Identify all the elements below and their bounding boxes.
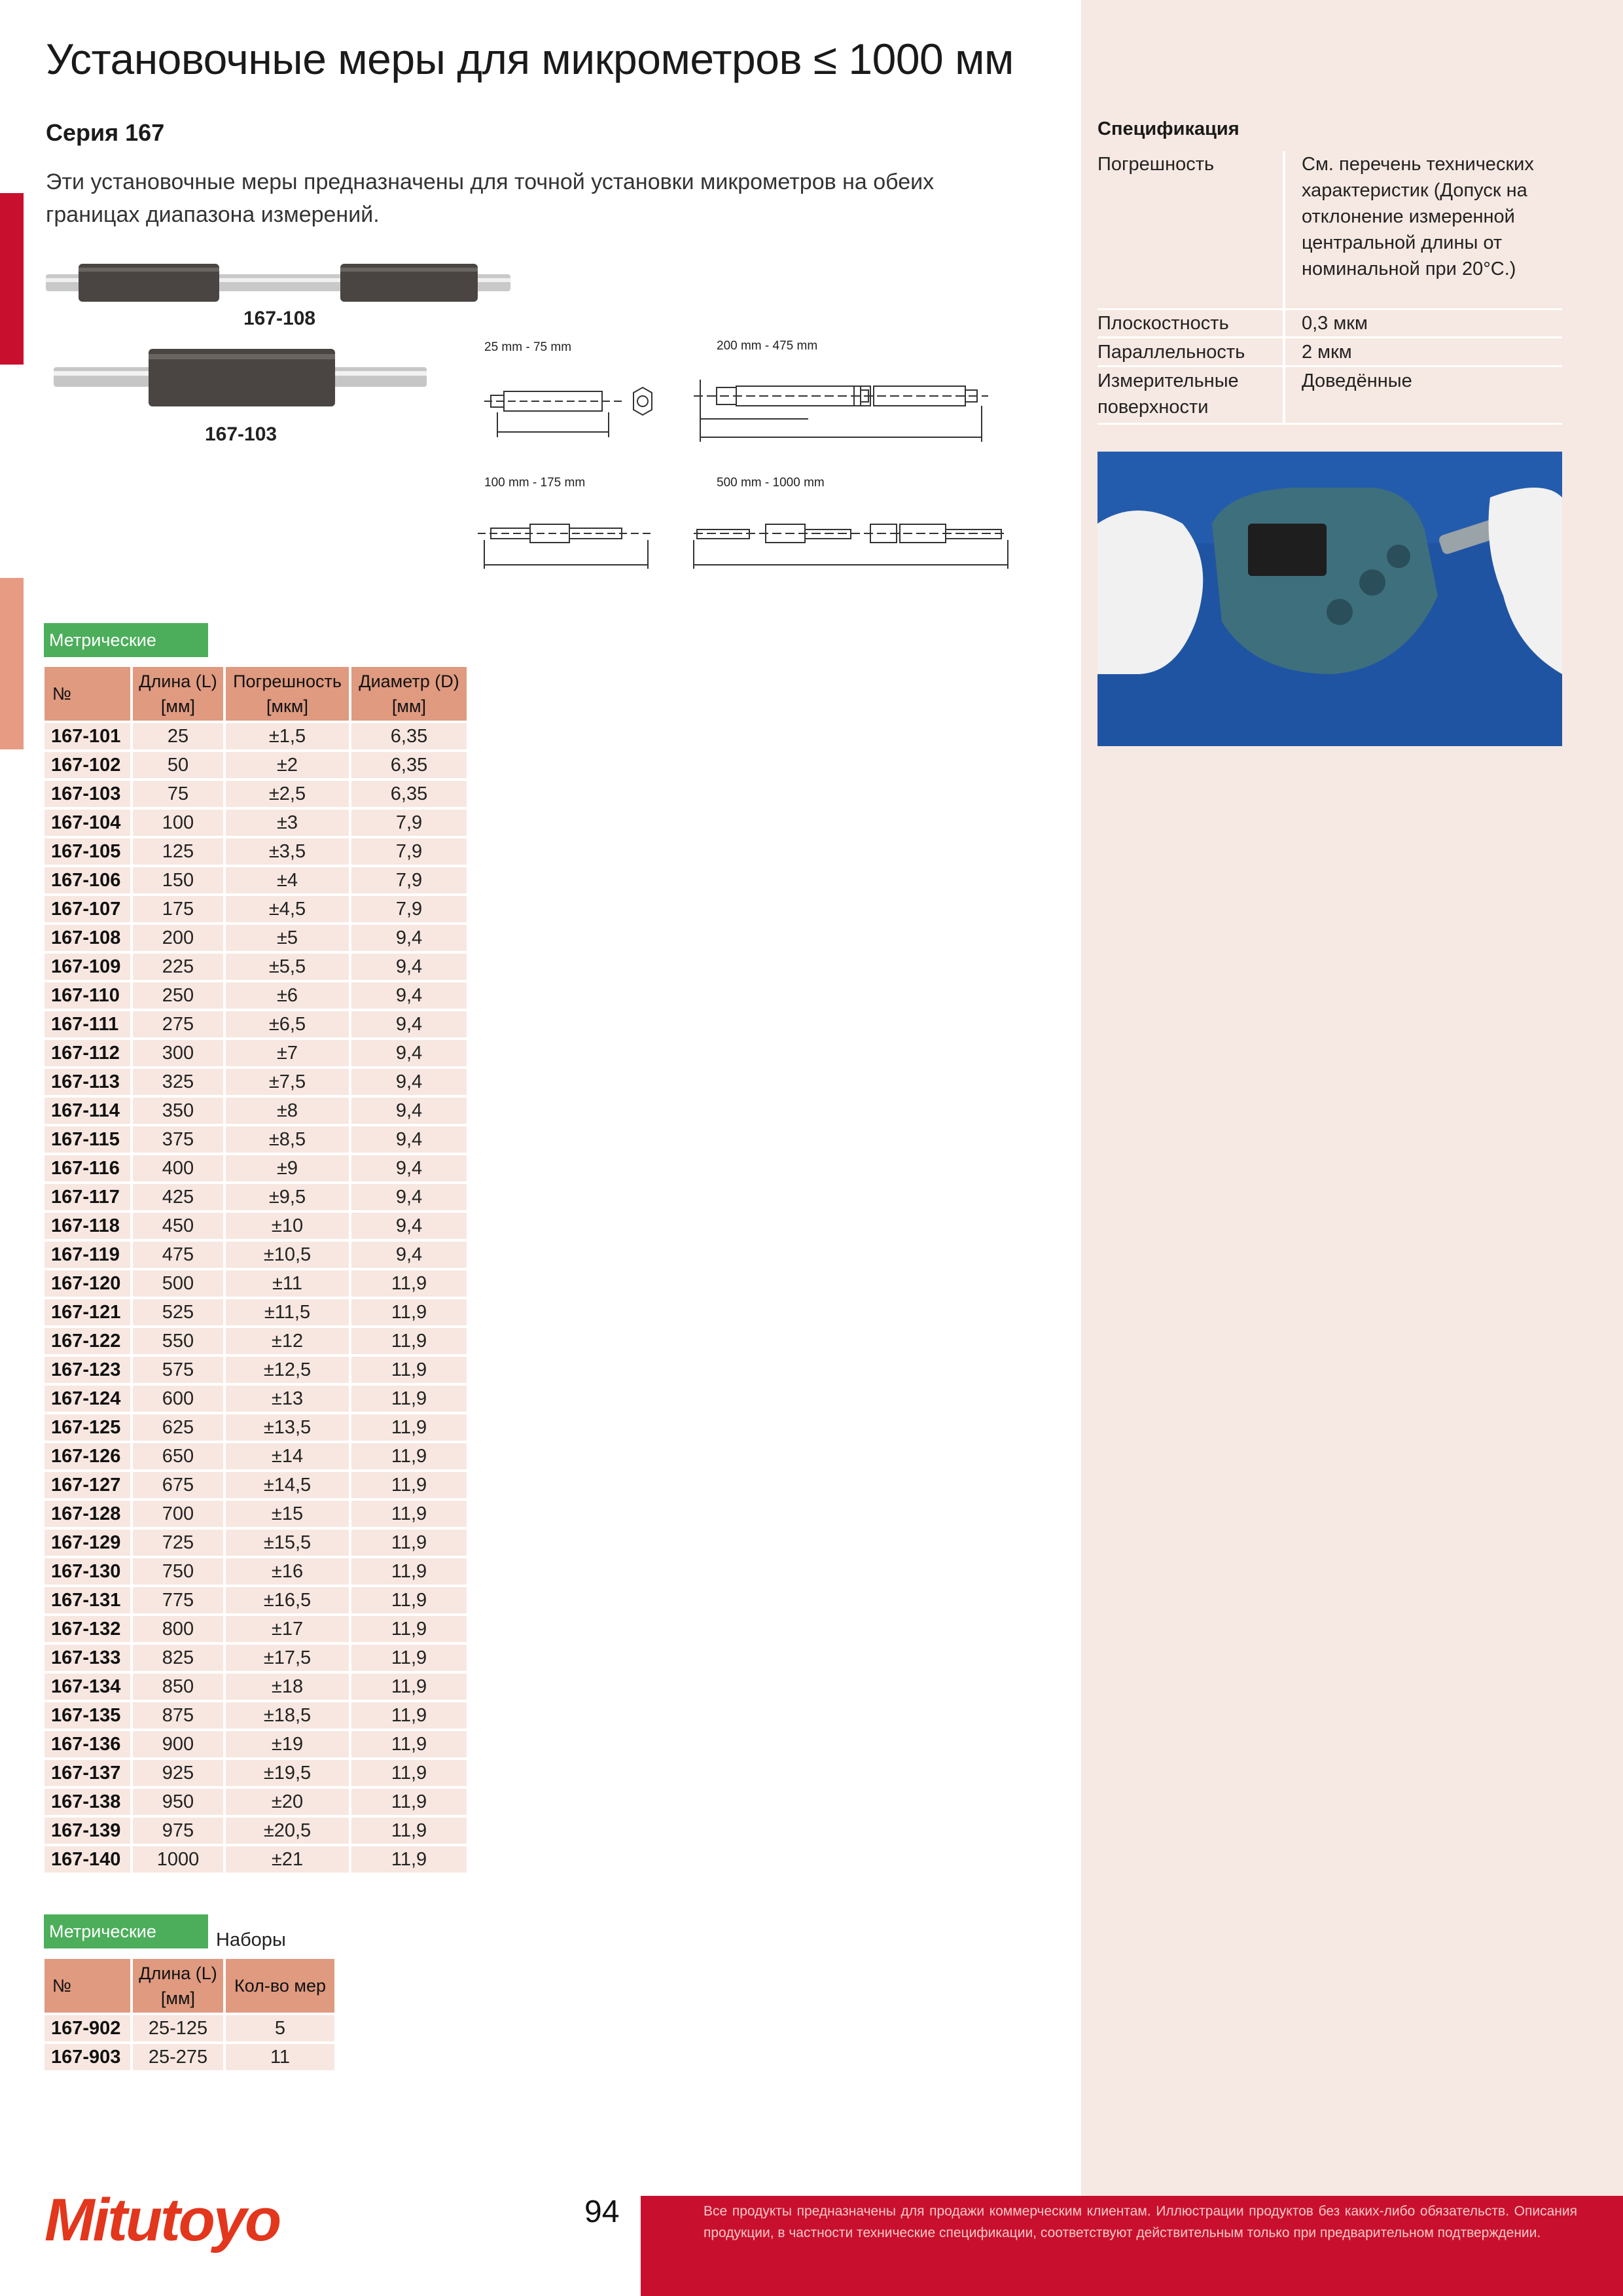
table-row xyxy=(45,1270,467,1297)
table-row xyxy=(45,1760,467,1786)
table-cell: 167-137 xyxy=(45,1760,130,1786)
table-cell: 9,4 xyxy=(351,1242,467,1268)
table-cell: 9,4 xyxy=(351,1126,467,1153)
table-row xyxy=(45,1357,467,1383)
table-cell: ±11,5 xyxy=(226,1299,349,1325)
table-row xyxy=(45,723,467,749)
table-cell: 11,9 xyxy=(351,1414,467,1441)
table-cell: 7,9 xyxy=(351,867,467,893)
spec-row-accuracy xyxy=(1097,151,1562,310)
table-cell: ±15,5 xyxy=(226,1530,349,1556)
table-cell: ±6 xyxy=(226,982,349,1009)
sets-table-body xyxy=(45,2015,334,2070)
table-cell: 167-122 xyxy=(45,1328,130,1354)
table-cell: ±4 xyxy=(226,867,349,893)
table-cell: 700 xyxy=(133,1501,223,1527)
table-cell: 167-131 xyxy=(45,1587,130,1613)
table-row xyxy=(45,781,467,807)
table-cell: 5 xyxy=(226,2015,334,2041)
table-row xyxy=(45,954,467,980)
table-cell: ±3 xyxy=(226,810,349,836)
drawing-label-200-475: 200 mm - 475 mm xyxy=(717,339,818,353)
table-cell: 11,9 xyxy=(351,1674,467,1700)
spec-column-divider xyxy=(1283,151,1285,425)
table-row xyxy=(45,1328,467,1354)
table-cell: ±21 xyxy=(226,1846,349,1873)
table-cell: 9,4 xyxy=(351,954,467,980)
table-cell: 850 xyxy=(133,1674,223,1700)
table-cell: 25-275 xyxy=(133,2044,223,2070)
table-row xyxy=(45,1098,467,1124)
table-row xyxy=(45,867,467,893)
table-cell: 725 xyxy=(133,1530,223,1556)
table-cell: 11,9 xyxy=(351,1530,467,1556)
table-row xyxy=(45,1184,467,1210)
table-cell: 9,4 xyxy=(351,1184,467,1210)
table-cell: 167-126 xyxy=(45,1443,130,1469)
table-cell: 825 xyxy=(133,1645,223,1671)
table-cell: 11,9 xyxy=(351,1558,467,1585)
table-cell: 167-113 xyxy=(45,1069,130,1095)
table-row xyxy=(45,1242,467,1268)
table-cell: 11,9 xyxy=(351,1443,467,1469)
table-cell: ±11 xyxy=(226,1270,349,1297)
table-cell: 167-105 xyxy=(45,838,130,865)
table-row xyxy=(45,1155,467,1181)
table-row xyxy=(45,1040,467,1066)
table-cell: 7,9 xyxy=(351,838,467,865)
table-cell: ±9,5 xyxy=(226,1184,349,1210)
table-cell: 250 xyxy=(133,982,223,1009)
table-cell: 167-107 xyxy=(45,896,130,922)
table-row xyxy=(45,982,467,1009)
table-row xyxy=(45,1011,467,1037)
table-cell: 167-111 xyxy=(45,1011,130,1037)
table-cell: 175 xyxy=(133,896,223,922)
spec-key: Измерительные поверхности xyxy=(1097,370,1239,418)
red-edge-marker xyxy=(0,193,24,365)
drawing-label-25-75: 25 mm - 75 mm xyxy=(484,340,572,354)
table-cell: ±1,5 xyxy=(226,723,349,749)
table-cell: 7,9 xyxy=(351,896,467,922)
table-cell: 167-117 xyxy=(45,1184,130,1210)
table-cell: 167-133 xyxy=(45,1645,130,1671)
table-cell: 167-140 xyxy=(45,1846,130,1873)
page-title: Установочные меры для микрометров ≤ 1000 мм xyxy=(46,35,1014,83)
table-cell: ±15 xyxy=(226,1501,349,1527)
table-cell: 167-102 xyxy=(45,752,130,778)
table-cell: 11,9 xyxy=(351,1357,467,1383)
table-cell: 167-135 xyxy=(45,1702,130,1729)
table-cell: ±3,5 xyxy=(226,838,349,865)
table-cell: 525 xyxy=(133,1299,223,1325)
table-row xyxy=(45,1213,467,1239)
table-cell: 11,9 xyxy=(351,1818,467,1844)
table-cell: 167-124 xyxy=(45,1386,130,1412)
col-header-no: № xyxy=(45,667,130,721)
spec-value: См. перечень технических характеристик (Допуск на отклонение измеренной центральной длины от номинальной при 20°С.) xyxy=(1302,154,1534,279)
table-cell: 167-101 xyxy=(45,723,130,749)
table-cell: 11,9 xyxy=(351,1789,467,1815)
table-cell: 875 xyxy=(133,1702,223,1729)
table-cell: 167-118 xyxy=(45,1213,130,1239)
col-header-error: Погрешность [мкм] xyxy=(226,667,349,721)
pink-edge-marker xyxy=(0,578,24,749)
table-cell: 167-106 xyxy=(45,867,130,893)
col-header-no: № xyxy=(45,1959,130,2013)
metric-table xyxy=(42,664,469,1875)
metric-table-body xyxy=(45,723,467,1873)
table-cell: ±4,5 xyxy=(226,896,349,922)
table-row xyxy=(45,1386,467,1412)
table-cell: 167-136 xyxy=(45,1731,130,1757)
table-cell: 167-119 xyxy=(45,1242,130,1268)
table-cell: ±14,5 xyxy=(226,1472,349,1498)
col-header-length: Длина (L) [мм] xyxy=(133,667,223,721)
table-header-row xyxy=(45,1959,334,2013)
table-cell: 11,9 xyxy=(351,1501,467,1527)
table-cell: 167-128 xyxy=(45,1501,130,1527)
table-cell: 167-130 xyxy=(45,1558,130,1585)
table-cell: 11,9 xyxy=(351,1616,467,1642)
table-cell: ±13 xyxy=(226,1386,349,1412)
table-cell: 9,4 xyxy=(351,1155,467,1181)
col-header-diameter: Диаметр (D) [мм] xyxy=(351,667,467,721)
table-cell: 11,9 xyxy=(351,1386,467,1412)
caption-167-108: 167-108 xyxy=(243,308,316,329)
table-cell: ±13,5 xyxy=(226,1414,349,1441)
table-row xyxy=(45,896,467,922)
table-row xyxy=(45,1443,467,1469)
table-row xyxy=(45,752,467,778)
table-cell: ±16 xyxy=(226,1558,349,1585)
table-cell: ±8,5 xyxy=(226,1126,349,1153)
table-cell: 6,35 xyxy=(351,723,467,749)
table-cell: 11,9 xyxy=(351,1472,467,1498)
table-cell: ±10,5 xyxy=(226,1242,349,1268)
table-cell: 950 xyxy=(133,1789,223,1815)
col-header-count: Кол-во мер xyxy=(226,1959,334,2013)
table-cell: 11,9 xyxy=(351,1731,467,1757)
table-row xyxy=(45,1789,467,1815)
table-row xyxy=(45,1674,467,1700)
table-cell: ±12 xyxy=(226,1328,349,1354)
table-cell: 150 xyxy=(133,867,223,893)
table-row xyxy=(45,810,467,836)
table-cell: 7,9 xyxy=(351,810,467,836)
table-cell: 167-112 xyxy=(45,1040,130,1066)
table-cell: 350 xyxy=(133,1098,223,1124)
spec-row-parallelism xyxy=(1097,339,1562,367)
table-cell: 11,9 xyxy=(351,1587,467,1613)
table-row xyxy=(45,1299,467,1325)
table-cell: 625 xyxy=(133,1414,223,1441)
table-cell: 11,9 xyxy=(351,1645,467,1671)
table-cell: 425 xyxy=(133,1184,223,1210)
table-cell: 9,4 xyxy=(351,1011,467,1037)
table-cell: 25-125 xyxy=(133,2015,223,2041)
table-cell: ±18,5 xyxy=(226,1702,349,1729)
table-cell: 11,9 xyxy=(351,1760,467,1786)
table-cell: ±12,5 xyxy=(226,1357,349,1383)
table-row xyxy=(45,1818,467,1844)
table-cell: 167-104 xyxy=(45,810,130,836)
table-cell: 550 xyxy=(133,1328,223,1354)
table-cell: 375 xyxy=(133,1126,223,1153)
table-cell: 225 xyxy=(133,954,223,980)
table-cell: 167-115 xyxy=(45,1126,130,1153)
spec-value: 2 мкм xyxy=(1302,342,1352,363)
table-cell: ±17 xyxy=(226,1616,349,1642)
table-cell: 300 xyxy=(133,1040,223,1066)
sets-label: Наборы xyxy=(216,1929,286,1950)
table-cell: 600 xyxy=(133,1386,223,1412)
table-cell: 800 xyxy=(133,1616,223,1642)
spec-key: Плоскостность xyxy=(1097,313,1229,334)
table-cell: 475 xyxy=(133,1242,223,1268)
table-row xyxy=(45,838,467,865)
table-cell: 6,35 xyxy=(351,752,467,778)
table-cell: ±6,5 xyxy=(226,1011,349,1037)
table-cell: 167-132 xyxy=(45,1616,130,1642)
intro-text: Эти установочные меры предназначены для точной установки микрометров на обеих границах диапазона измерений. xyxy=(46,170,935,227)
table-cell: ±10 xyxy=(226,1213,349,1239)
table-cell: 9,4 xyxy=(351,1069,467,1095)
table-row xyxy=(45,1126,467,1153)
table-cell: 9,4 xyxy=(351,1213,467,1239)
table-cell: 925 xyxy=(133,1760,223,1786)
table-cell: ±16,5 xyxy=(226,1587,349,1613)
spec-key: Погрешность xyxy=(1097,154,1215,175)
table-row xyxy=(45,1702,467,1729)
table-cell: 167-134 xyxy=(45,1674,130,1700)
table-cell: 167-123 xyxy=(45,1357,130,1383)
table-cell: 900 xyxy=(133,1731,223,1757)
table-cell: 167-109 xyxy=(45,954,130,980)
spec-value: 0,3 мкм xyxy=(1302,313,1368,334)
footer-disclaimer: Все продукты предназначены для продажи коммерческим клиентам. Иллюстрации продуктов без каких-либо обязательств. Описания продукции, в частности технические спецификации, соответствуют действительным только при предварительном подтверждении. xyxy=(704,2204,1577,2240)
drawing-500-1000 xyxy=(687,501,1014,573)
drawing-200-475 xyxy=(687,367,995,445)
table-cell: ±20 xyxy=(226,1789,349,1815)
table-cell: 167-138 xyxy=(45,1789,130,1815)
spec-value: Доведённые xyxy=(1302,370,1412,391)
spec-key: Параллельность xyxy=(1097,342,1245,363)
table-cell: 167-139 xyxy=(45,1818,130,1844)
table-row xyxy=(45,1414,467,1441)
table-row xyxy=(45,1558,467,1585)
drawing-100-175 xyxy=(471,501,668,573)
table-cell: 11,9 xyxy=(351,1846,467,1873)
table-row xyxy=(45,1731,467,1757)
table-cell: 100 xyxy=(133,810,223,836)
table-row xyxy=(45,925,467,951)
table-cell: ±19 xyxy=(226,1731,349,1757)
table-cell: 975 xyxy=(133,1818,223,1844)
table-cell: 167-116 xyxy=(45,1155,130,1181)
table-cell: 275 xyxy=(133,1011,223,1037)
table-cell: 500 xyxy=(133,1270,223,1297)
table-cell: ±20,5 xyxy=(226,1818,349,1844)
table-cell: 650 xyxy=(133,1443,223,1469)
table-cell: 11 xyxy=(226,2044,334,2070)
table-cell: 11,9 xyxy=(351,1328,467,1354)
table-cell: 167-120 xyxy=(45,1270,130,1297)
table-cell: 9,4 xyxy=(351,982,467,1009)
table-cell: ±5,5 xyxy=(226,954,349,980)
drawing-25-75 xyxy=(471,367,668,445)
table-row xyxy=(45,1069,467,1095)
table-row xyxy=(45,1645,467,1671)
page-number: 94 xyxy=(584,2195,620,2229)
series-label: Серия 167 xyxy=(46,119,165,146)
table-header-row xyxy=(45,667,467,721)
table-cell: 750 xyxy=(133,1558,223,1585)
table-cell: ±7,5 xyxy=(226,1069,349,1095)
table-row xyxy=(45,2015,334,2041)
table-cell: 167-127 xyxy=(45,1472,130,1498)
mitutoyo-logo: Mitutoyo xyxy=(45,2187,280,2253)
table-cell: 6,35 xyxy=(351,781,467,807)
table-cell: 675 xyxy=(133,1472,223,1498)
table-cell: 167-121 xyxy=(45,1299,130,1325)
table-cell: 25 xyxy=(133,723,223,749)
table-cell: 11,9 xyxy=(351,1299,467,1325)
table-cell: 167-114 xyxy=(45,1098,130,1124)
table-cell: 50 xyxy=(133,752,223,778)
table-cell: 9,4 xyxy=(351,925,467,951)
table-row xyxy=(45,1530,467,1556)
table-cell: 167-108 xyxy=(45,925,130,951)
table-cell: ±14 xyxy=(226,1443,349,1469)
table-cell: 167-110 xyxy=(45,982,130,1009)
sets-table xyxy=(42,1956,337,2073)
table2-tag: Метрические xyxy=(44,1914,208,1948)
table-cell: 575 xyxy=(133,1357,223,1383)
table-row xyxy=(45,1472,467,1498)
table-cell: ±2,5 xyxy=(226,781,349,807)
drawing-label-500-1000: 500 mm - 1000 mm xyxy=(717,476,825,490)
table-cell: 167-103 xyxy=(45,781,130,807)
col-header-length: Длина (L) [мм] xyxy=(133,1959,223,2013)
table-cell: 167-902 xyxy=(45,2015,130,2041)
table-cell: 9,4 xyxy=(351,1040,467,1066)
table-cell: 75 xyxy=(133,781,223,807)
table-cell: ±5 xyxy=(226,925,349,951)
table-cell: 200 xyxy=(133,925,223,951)
drawing-label-100-175: 100 mm - 175 mm xyxy=(484,476,586,490)
table-cell: ±19,5 xyxy=(226,1760,349,1786)
table-cell: ±9 xyxy=(226,1155,349,1181)
table-cell: 167-125 xyxy=(45,1414,130,1441)
table-cell: 9,4 xyxy=(351,1098,467,1124)
table1-tag: Метрические xyxy=(44,623,208,657)
table-cell: 400 xyxy=(133,1155,223,1181)
spec-row-surfaces xyxy=(1097,368,1562,425)
table-cell: 325 xyxy=(133,1069,223,1095)
table-row xyxy=(45,1616,467,1642)
table-cell: ±17,5 xyxy=(226,1645,349,1671)
table-cell: ±8 xyxy=(226,1098,349,1124)
table-row xyxy=(45,1587,467,1613)
table-cell: 11,9 xyxy=(351,1702,467,1729)
micrometer-photo xyxy=(1097,452,1562,746)
table-cell: 450 xyxy=(133,1213,223,1239)
table-cell: ±2 xyxy=(226,752,349,778)
table-row xyxy=(45,1501,467,1527)
table-cell: 167-903 xyxy=(45,2044,130,2070)
spec-row-flatness xyxy=(1097,310,1562,338)
table-cell: ±18 xyxy=(226,1674,349,1700)
setting-standard-167-103-image xyxy=(54,345,427,410)
table-cell: 11,9 xyxy=(351,1270,467,1297)
table-cell: 775 xyxy=(133,1587,223,1613)
table-row xyxy=(45,1846,467,1873)
setting-standard-167-108-image xyxy=(46,259,510,311)
table-cell: 125 xyxy=(133,838,223,865)
table-cell: ±7 xyxy=(226,1040,349,1066)
caption-167-103: 167-103 xyxy=(205,423,277,445)
table-cell: 1000 xyxy=(133,1846,223,1873)
table-cell: 167-129 xyxy=(45,1530,130,1556)
table-row xyxy=(45,2044,334,2070)
spec-title: Спецификация xyxy=(1097,118,1240,139)
